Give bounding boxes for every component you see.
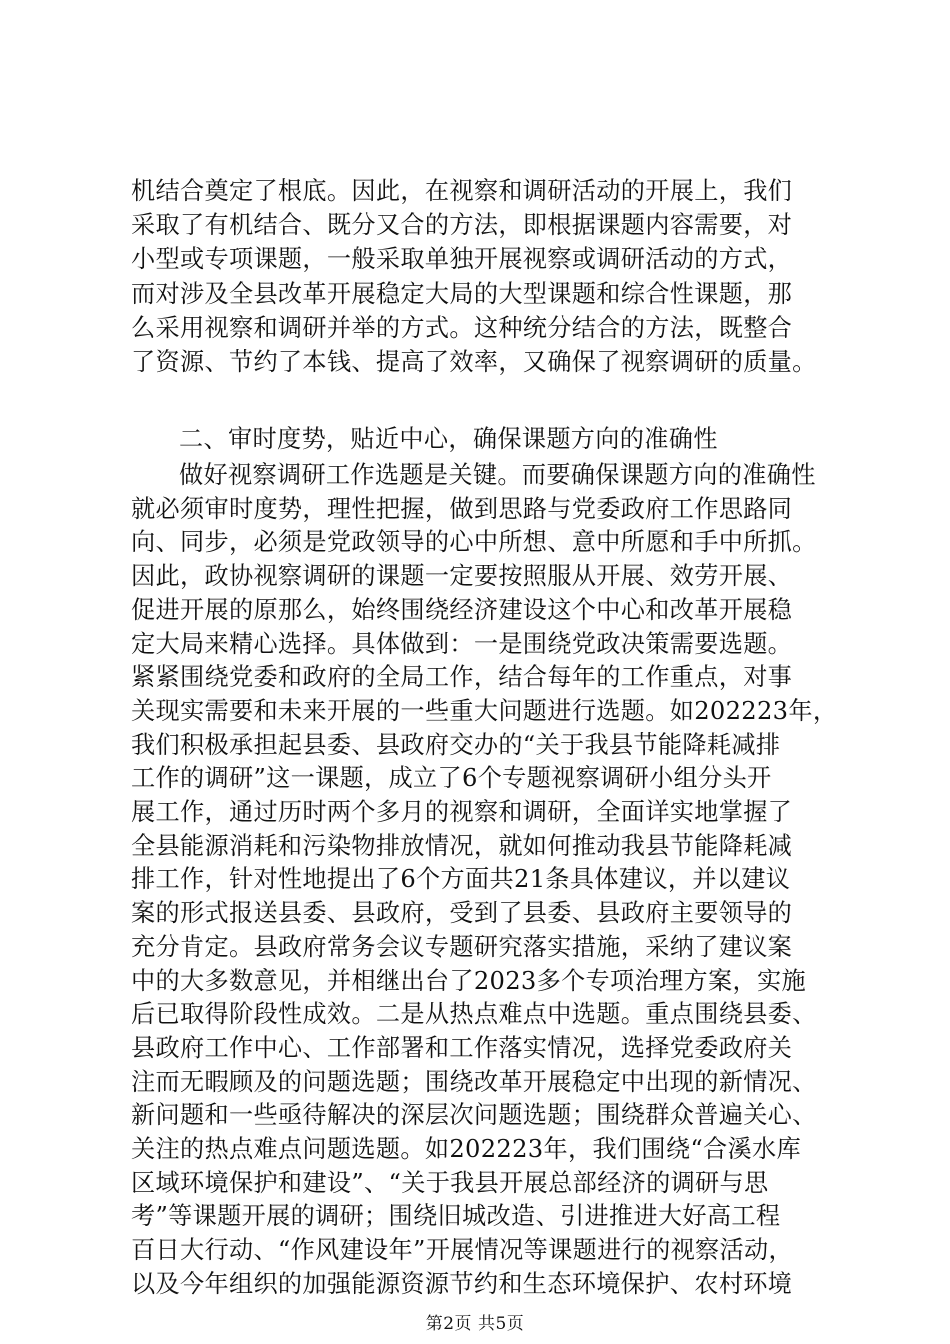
- page-number: 第2页 共5页: [425, 1313, 525, 1334]
- paragraph-line: 小型或专项课题，一般采取单独开展视察或调研活动的方式，: [131, 245, 793, 274]
- paragraph-line: 关现实需要和未来开展的一些重大问题进行选题。如202223年，: [131, 696, 838, 725]
- paragraph-line: 县政府工作中心、工作部署和工作落实情况，选择党委政府关: [131, 1033, 793, 1062]
- paragraph-line: 因此，政协视察调研的课题一定要按照服从开展、效劳开展、: [131, 562, 793, 591]
- paragraph-line: 么采用视察和调研并举的方式。这种统分结合的方法，既整合: [131, 313, 793, 342]
- paragraph-line: 做好视察调研工作选题是关键。而要确保课题方向的准确性: [179, 461, 816, 489]
- paragraph-line: 以及今年组织的加强能源资源节约和生态环境保护、农村环境: [131, 1269, 793, 1298]
- paragraph-line: 新问题和一些亟待解决的深层次问题选题；围绕群众普遍关心、: [131, 1101, 817, 1130]
- paragraph-line: 排工作，针对性地提出了6个方面共21条具体建议，并以建议: [131, 865, 791, 894]
- paragraph-line: 了资源、节约了本钱、提高了效率，又确保了视察调研的质量。: [131, 348, 817, 376]
- section-heading: 二、审时度势，贴近中心，确保课题方向的准确性: [179, 425, 718, 453]
- paragraph-line: 考”等课题开展的调研；围绕旧城改造、引进推进大好高工程: [131, 1202, 781, 1231]
- paragraph-line: 而对涉及全县改革开展稳定大局的大型课题和综合性课题，那: [131, 279, 793, 308]
- paragraph-line: 区域环境保护和建设”、“关于我县开展总部经济的调研与思: [131, 1168, 769, 1197]
- paragraph-line: 后已取得阶段性成效。二是从热点难点中选题。重点围绕县委、: [131, 1000, 817, 1029]
- paragraph-line: 中的大多数意见，并相继出台了2023多个专项治理方案，实施: [131, 966, 806, 995]
- paragraph-line: 展工作，通过历时两个多月的视察和调研，全面详实地掌握了: [131, 798, 793, 826]
- paragraph-line: 机结合奠定了根底。因此，在视察和调研活动的开展上，我们: [131, 177, 793, 205]
- paragraph-line: 向、同步，必须是党政领导的心中所想、意中所愿和手中所抓。: [131, 528, 817, 557]
- paragraph-line: 促进开展的原那么，始终围绕经济建设这个中心和改革开展稳: [131, 595, 793, 624]
- paragraph-line: 紧紧围绕党委和政府的全局工作，结合每年的工作重点，对事: [131, 663, 793, 692]
- paragraph-line: 就必须审时度势，理性把握，做到思路与党委政府工作思路同: [131, 494, 793, 523]
- paragraph-line: 采取了有机结合、既分又合的方法，即根据课题内容需要，对: [131, 211, 793, 240]
- paragraph-line: 百日大行动、“作风建设年”开展情况等课题进行的视察活动，: [131, 1236, 794, 1265]
- paragraph-line: 工作的调研”这一课题，成立了6个专题视察调研小组分头开: [131, 764, 772, 793]
- paragraph-line: 充分肯定。县政府常务会议专题研究落实措施，采纳了建议案: [131, 932, 793, 961]
- paragraph-line: 全县能源消耗和污染物排放情况，就如何推动我县节能降耗减: [131, 831, 793, 860]
- paragraph-line: 定大局来精心选择。具体做到：一是围绕党政决策需要选题。: [131, 629, 793, 658]
- paragraph-line: 案的形式报送县委、县政府，受到了县委、县政府主要领导的: [131, 899, 793, 928]
- paragraph-line: 关注的热点难点问题选题。如202223年，我们围绕“合溪水库: [131, 1135, 802, 1163]
- paragraph-line: 我们积极承担起县委、县政府交办的“关于我县节能降耗减排: [131, 730, 781, 759]
- paragraph-line: 注而无暇顾及的问题选题；围绕改革开展稳定中出现的新情况、: [131, 1067, 817, 1096]
